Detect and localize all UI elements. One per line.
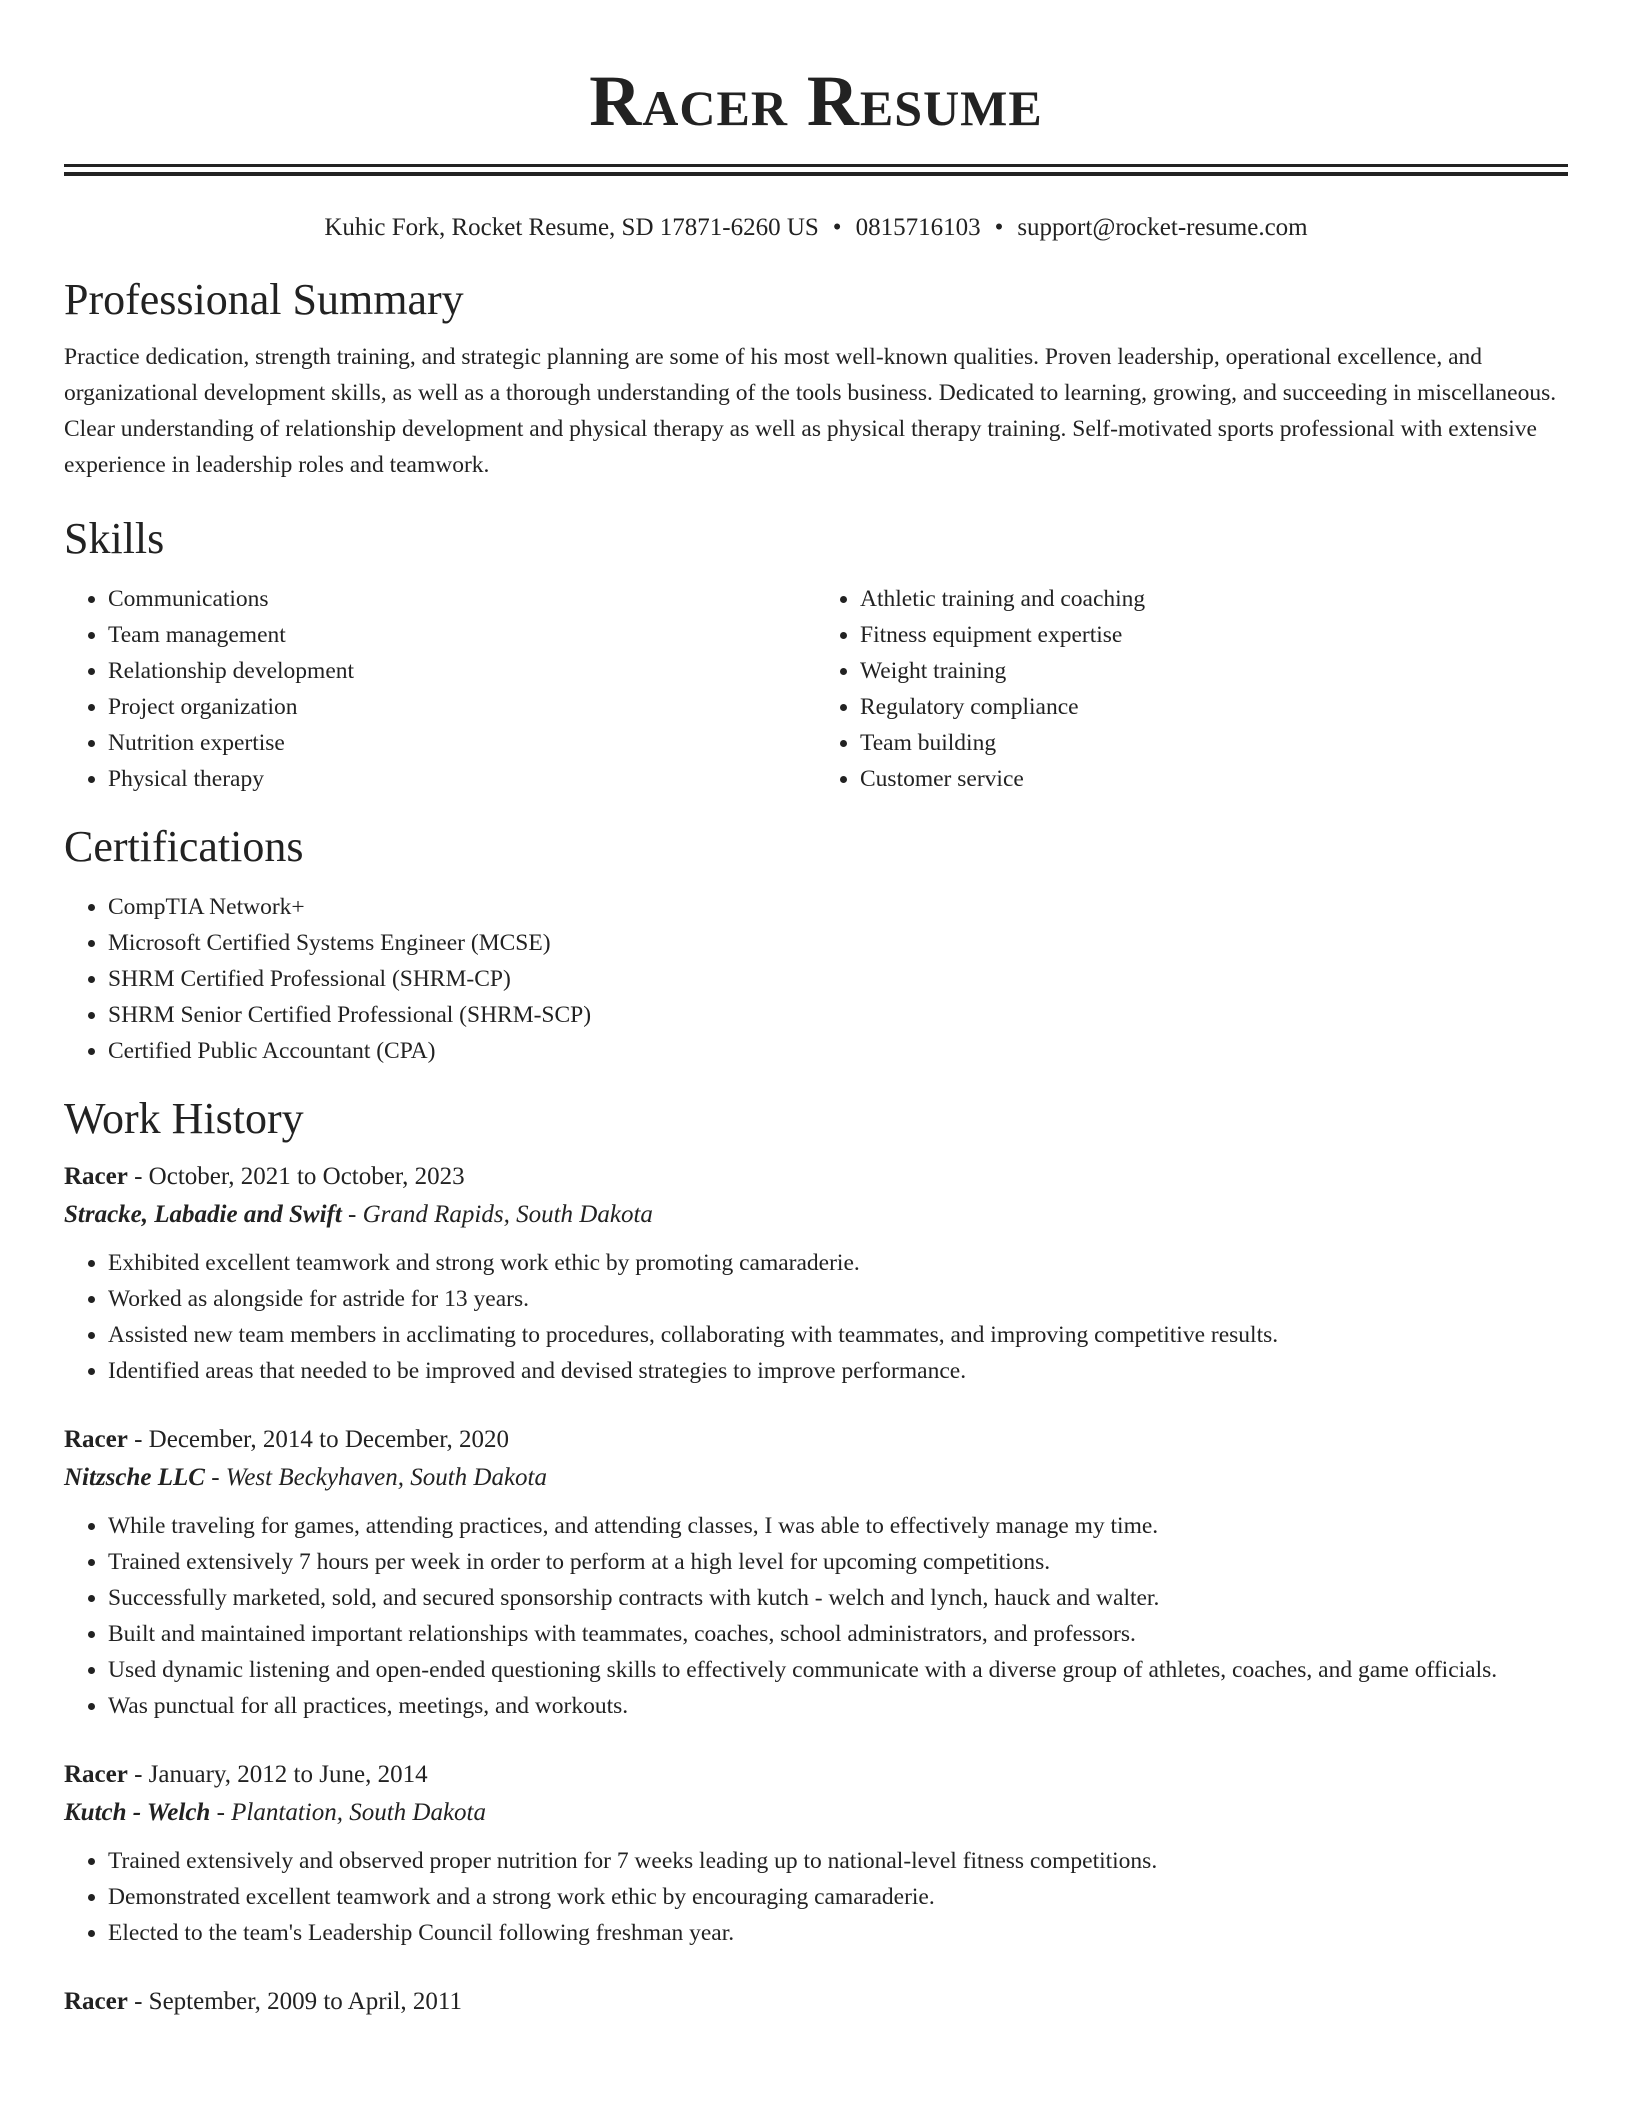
job-bullet: • Assisted new team members in acclimating to procedures, collaborating with teammates, and improving competitive results. (108, 1317, 1568, 1353)
certifications-list (64, 889, 1568, 1069)
job-company: Kutch - Welch (64, 1799, 211, 1826)
divider-line-thin (64, 164, 1568, 167)
skill-item: • Weight training (860, 653, 1568, 689)
skill-item: • Relationship development (108, 653, 816, 689)
header-divider (64, 164, 1568, 176)
job-company: Stracke, Labadie and Swift (64, 1201, 342, 1228)
job-dates: September, 2009 to April, 2011 (148, 1988, 462, 2015)
job-title-line: Racer - January, 2012 to June, 2014 (64, 1761, 428, 1788)
job-bullet: • Elected to the team's Leadership Council following freshman year. (108, 1915, 1568, 1951)
job-bullet: • Successfully marketed, sold, and secured sponsorship contracts with kutch - welch and lynch, hauck and walter. (108, 1580, 1568, 1616)
job-bullet: • Worked as alongside for astride for 13 years. (108, 1281, 1568, 1317)
job-title: Racer (64, 1163, 128, 1190)
job-bullets (64, 1843, 1568, 1951)
summary-section (64, 272, 1568, 483)
job-bullet: • Was punctual for all practices, meetings, and workouts. (108, 1688, 1568, 1724)
job-title: Racer (64, 1426, 128, 1453)
skills-list-left (64, 581, 816, 797)
certification-item: • Certified Public Accountant (CPA) (108, 1033, 1568, 1069)
job-entry (64, 1159, 1568, 1389)
job-entry (64, 1984, 1568, 2020)
job-dates: December, 2014 to December, 2020 (148, 1426, 510, 1453)
contact-address: Kuhic Fork, Rocket Resume, SD 17871-6260 US (324, 214, 819, 241)
skill-item: • Athletic training and coaching (860, 581, 1568, 617)
skills-columns (64, 581, 1568, 797)
certifications-heading: Certifications (64, 822, 304, 871)
certification-item: • CompTIA Network+ (108, 889, 1568, 925)
job-bullets (64, 1508, 1568, 1724)
skills-heading: Skills (64, 514, 165, 563)
skills-section (64, 511, 1568, 797)
job-bullet: • Built and maintained important relationships with teammates, coaches, school administrators, and professors. (108, 1616, 1568, 1652)
work-history-section (64, 1091, 1568, 2020)
contact-separator: • (994, 214, 1004, 241)
contact-email: support@rocket-resume.com (1017, 214, 1308, 241)
job-bullet: • Used dynamic listening and open-ended questioning skills to effectively communicate with a diverse group of athletes, coaches, and game officials. (108, 1652, 1568, 1688)
job-bullet: • Trained extensively and observed proper nutrition for 7 weeks leading up to national-level fitness competitions. (108, 1843, 1568, 1879)
job-company: Nitzsche LLC (64, 1464, 205, 1491)
job-bullet: • Trained extensively 7 hours per week in order to perform at a high level for upcoming competitions. (108, 1544, 1568, 1580)
job-company-line: Kutch - Welch - Plantation, South Dakota (64, 1799, 487, 1826)
certification-item: • Microsoft Certified Systems Engineer (MCSE) (108, 925, 1568, 961)
contact-separator: • (832, 214, 842, 241)
job-company-line: Stracke, Labadie and Swift - Grand Rapids, South Dakota (64, 1201, 653, 1228)
certification-item: • SHRM Senior Certified Professional (SHRM-SCP) (108, 997, 1568, 1033)
job-title-line: Racer - October, 2021 to October, 2023 (64, 1163, 465, 1190)
resume-name: Racer Resume (589, 61, 1043, 141)
work-history-heading: Work History (64, 1094, 304, 1143)
job-title: Racer (64, 1761, 128, 1788)
skill-item: • Customer service (860, 761, 1568, 797)
job-bullet: • Identified areas that needed to be improved and devised strategies to improve performance. (108, 1353, 1568, 1389)
job-title-line: Racer - September, 2009 to April, 2011 (64, 1988, 462, 2015)
job-bullets (64, 1245, 1568, 1389)
job-location: West Beckyhaven, South Dakota (225, 1464, 547, 1491)
skill-item: • Nutrition expertise (108, 725, 816, 761)
skill-item: • Team building (860, 725, 1568, 761)
summary-text: Practice dedication, strength training, and strategic planning are some of his most well-known qualities. Proven leadership, operational excellence, and organizational development skills, as well as a thorough understanding of the tools business. Dedicated to learning, growing, and succeeding in miscellaneous. Clear understanding of relationship development and physical therapy as well as physical therapy training. Self-motivated sports professional with extensive experience in leadership roles and teamwork. (64, 344, 1557, 478)
job-entry (64, 1757, 1568, 1951)
skill-item: • Project organization (108, 689, 816, 725)
job-dates: January, 2012 to June, 2014 (148, 1761, 428, 1788)
job-bullet: • While traveling for games, attending practices, and attending classes, I was able to effectively manage my time. (108, 1508, 1568, 1544)
job-bullet: • Demonstrated excellent teamwork and a strong work ethic by encouraging camaraderie. (108, 1879, 1568, 1915)
job-title: Racer (64, 1988, 128, 2015)
divider-line-thick (64, 172, 1568, 176)
summary-heading: Professional Summary (64, 275, 464, 324)
skill-item: • Regulatory compliance (860, 689, 1568, 725)
job-company-line: Nitzsche LLC - West Beckyhaven, South Dakota (64, 1464, 547, 1491)
skill-item: • Fitness equipment expertise (860, 617, 1568, 653)
skill-item: • Physical therapy (108, 761, 816, 797)
skills-list-right (816, 581, 1568, 797)
job-location: Plantation, South Dakota (231, 1799, 487, 1826)
skill-item: • Team management (108, 617, 816, 653)
job-bullet: • Exhibited excellent teamwork and strong work ethic by promoting camaraderie. (108, 1245, 1568, 1281)
job-dates: October, 2021 to October, 2023 (148, 1163, 465, 1190)
certifications-section (64, 819, 1568, 1069)
job-location: Grand Rapids, South Dakota (362, 1201, 653, 1228)
contact-phone: 0815716103 (855, 214, 981, 241)
contact-line (64, 212, 1568, 244)
certification-item: • SHRM Certified Professional (SHRM-CP) (108, 961, 1568, 997)
job-entry (64, 1422, 1568, 1724)
job-title-line: Racer - December, 2014 to December, 2020 (64, 1426, 510, 1453)
skill-item: • Communications (108, 581, 816, 617)
